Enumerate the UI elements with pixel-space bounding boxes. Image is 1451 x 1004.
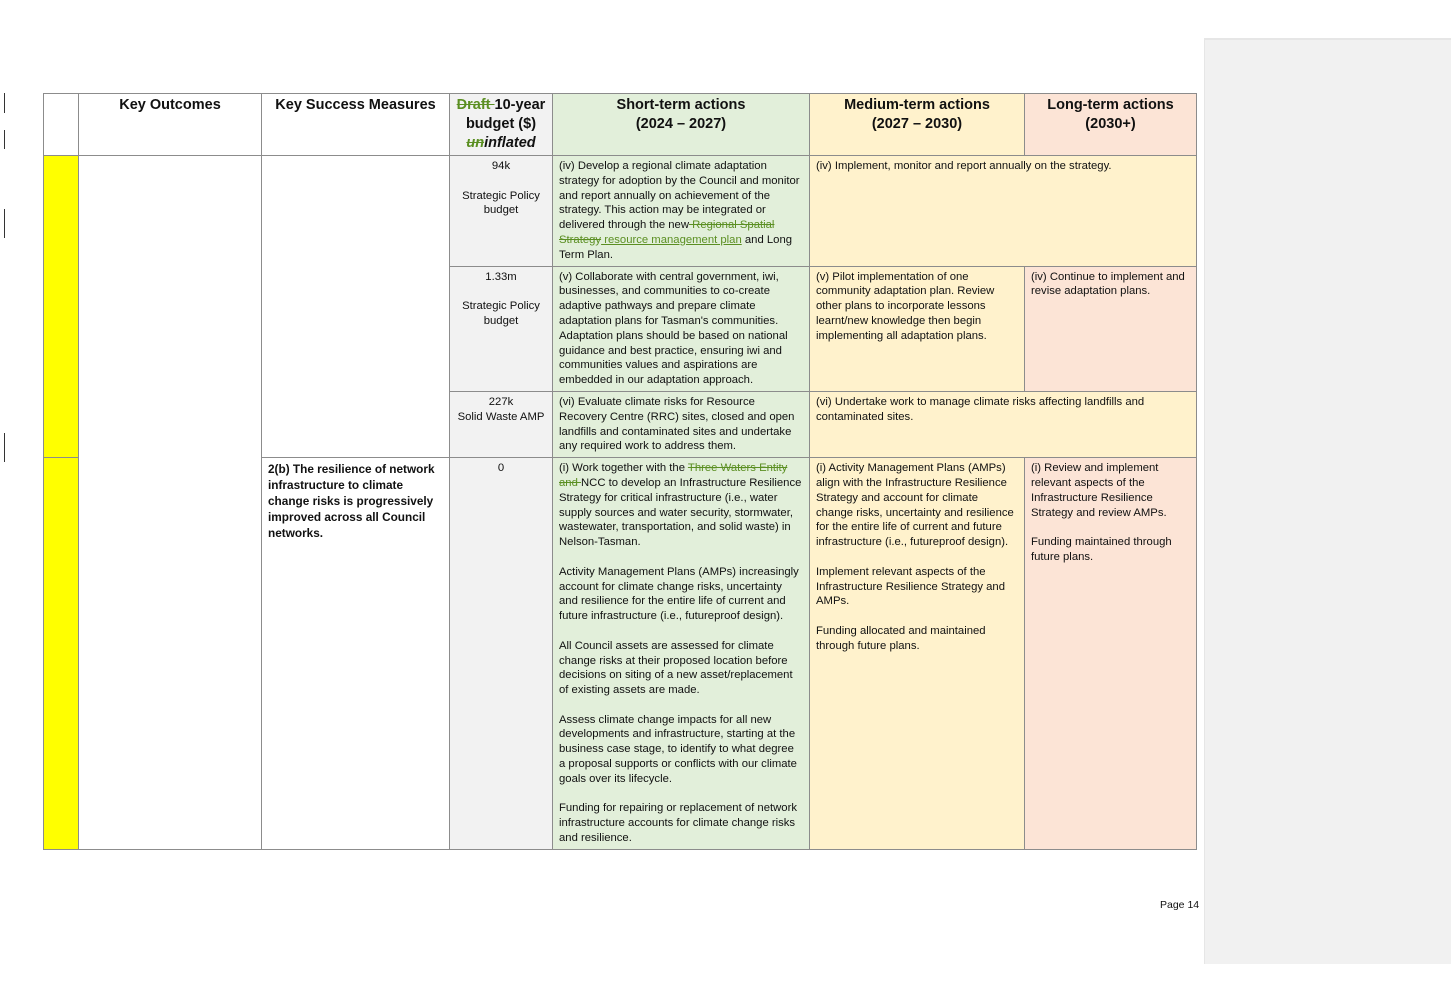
change-bar <box>4 209 5 238</box>
page-number: Page 14 <box>1160 899 1200 911</box>
medium-long-term-cell: (vi) Undertake work to manage climate risks affecting landfills and contaminated sites. <box>810 391 1197 457</box>
header-short-term: Short-term actions (2024 – 2027) <box>553 94 810 156</box>
budget-value: 227k <box>488 395 514 408</box>
header-budget: Draft 10-year budget ($) uninflated <box>450 94 553 156</box>
key-success-measure-cell <box>262 156 450 458</box>
tracked-deletion: Regional Spatial Strategy <box>559 219 775 246</box>
status-marker-cell <box>44 156 79 458</box>
header-key-outcomes: Key Outcomes <box>79 94 262 156</box>
long-term-cell: (iv) Continue to implement and revise adaptation plans. <box>1025 266 1197 391</box>
paragraph: Assess climate change impacts for all new developments and infrastructure, starting at the business case stage, to identify to what degree a proposal supports or conflicts with our climate goals over its lifecycle. <box>559 713 797 785</box>
budget-value: 94k <box>491 160 511 172</box>
header-status <box>44 94 79 156</box>
budget-source: Strategic Policy budget <box>462 189 540 217</box>
medium-term-cell: (v) Pilot implementation of one community adaptation plan. Review other plans to incorporate lessons learnt/new knowledge then begin implementing all adaptation plans. <box>810 266 1025 391</box>
header-long-term: Long-term actions (2030+) <box>1025 94 1197 156</box>
change-bar <box>4 130 5 149</box>
action-plan-table <box>43 93 1197 850</box>
key-outcome-cell <box>79 156 262 850</box>
budget-cell <box>450 458 553 850</box>
budget-value: 0 <box>497 462 505 475</box>
paragraph: Funding maintained through future plans. <box>1031 536 1172 563</box>
short-term-cell: (vi) Evaluate climate risks for Resource Recovery Centre (RRC) sites, closed and open landfills and contaminated sites and undertake any required work to address them. <box>553 391 810 457</box>
paragraph: Funding allocated and maintained through future plans. <box>816 624 986 652</box>
paragraph: (i) Review and implement relevant aspects of the Infrastructure Resilience Strategy and review AMPs. <box>1031 462 1167 519</box>
status-marker-cell <box>44 458 79 850</box>
tracked-deletion: Draft <box>456 97 495 113</box>
header-medium-term: Medium-term actions (2027 – 2030) <box>810 94 1025 156</box>
long-term-cell <box>1025 458 1197 850</box>
paragraph: All Council assets are assessed for climate change risks at their proposed location before decisions on siting of a new asset/replacement of existing assets are made. <box>559 639 793 697</box>
budget-source: Solid Waste AMP <box>457 410 545 423</box>
medium-long-term-cell: (iv) Implement, monitor and report annually on the strategy. <box>810 156 1197 267</box>
tracked-deletion: Three Waters Entity and <box>559 462 788 489</box>
table-header-row <box>44 94 1197 156</box>
table-row <box>44 156 1197 267</box>
budget-cell <box>450 391 553 457</box>
paragraph: Funding for repairing or replacement of network infrastructure accounts for climate change risks and resilience. <box>559 802 797 845</box>
short-term-cell: (v) Collaborate with central government, iwi, businesses, and communities to co-create adaptive pathways and prepare climate adaptation plans for Tasman's communities. Adaptation plans should be based on national guidance and best practice, ensuring iwi and communities values and aspirations are embedded in our adaptation approach. <box>553 266 810 391</box>
budget-cell <box>450 266 553 391</box>
tracked-insertion: resource management plan <box>601 233 742 246</box>
budget-cell <box>450 156 553 267</box>
paragraph: Activity Management Plans (AMPs) increasingly account for climate change risks, uncertainty and resilience for the entire life of current and future infrastructure (i.e., futureproof design). <box>559 565 799 623</box>
budget-source: Strategic Policy budget <box>462 300 540 327</box>
short-term-cell: (iv) Develop a regional climate adaptation strategy for adoption by the Council and monitor and report annually on achievement of the strategy. This action may be integrated or delivered through the new Regional Spatial Strategy resource management plan and Long Term Plan. <box>553 156 810 267</box>
medium-term-cell <box>810 458 1025 850</box>
tracked-deletion: un <box>466 135 485 151</box>
short-term-cell <box>553 458 810 850</box>
change-bar <box>4 433 5 462</box>
paragraph: (i) Work together with the Three Waters Entity and NCC to develop an Infrastructure Resilience Strategy for critical infrastructure (i.e., water supply sources and water security, stormwater, wastewater, transportation, and solid waste) in Nelson-Tasman. <box>559 462 802 549</box>
header-key-success-measures: Key Success Measures <box>262 94 450 156</box>
key-success-measure-cell: 2(b) The resilience of network infrastructure to climate change risks is progressively improved across all Council networks. <box>262 458 450 850</box>
paragraph: Implement relevant aspects of the Infrastructure Resilience Strategy and AMPs. <box>816 565 1006 608</box>
budget-value: 1.33m <box>485 270 517 283</box>
paragraph: (i) Activity Management Plans (AMPs) align with the Infrastructure Resilience Strategy and account for climate change risks, uncertainty and resilience for the entire life of current and future infrastructure (i.e., futureproof design). <box>816 462 1014 549</box>
change-bar <box>4 93 5 113</box>
comment-pane[interactable] <box>1204 40 1451 964</box>
